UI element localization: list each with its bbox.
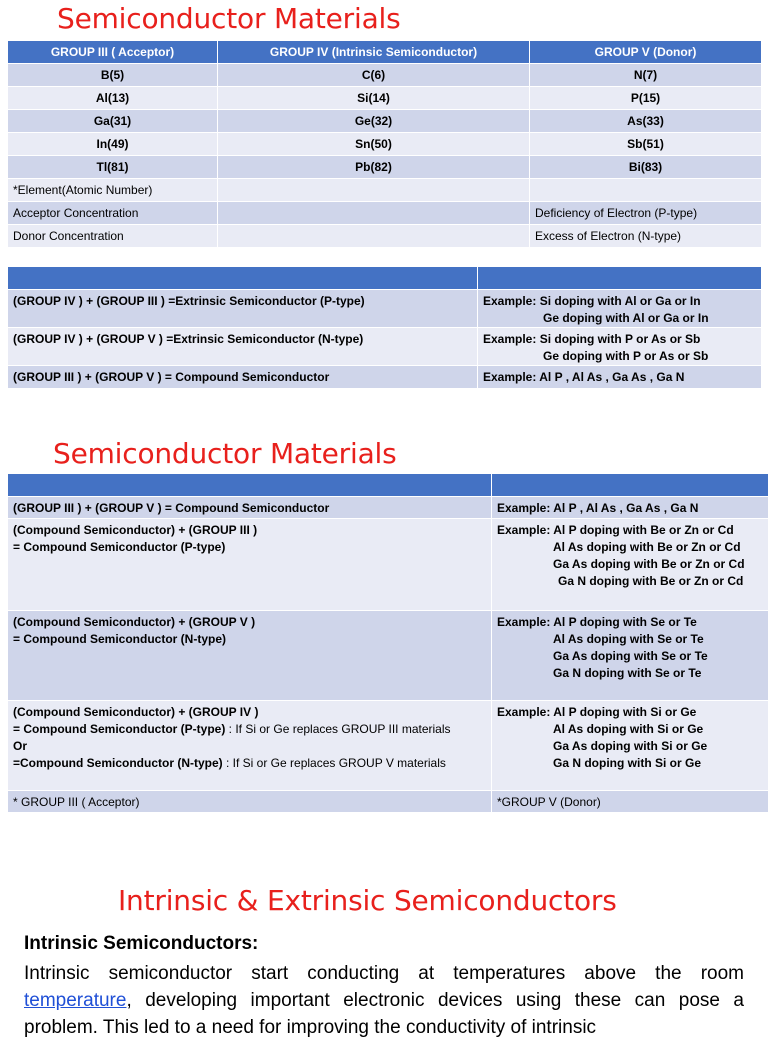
table-header-row — [8, 267, 762, 290]
table-cell: Sn(50) — [218, 133, 530, 156]
table-cell — [8, 611, 492, 701]
table-row — [8, 791, 768, 813]
table-row — [8, 328, 762, 366]
table-cell: (GROUP III ) + (GROUP V ) = Compound Semiconductor — [8, 366, 478, 389]
table-cell: Bi(83) — [530, 156, 762, 179]
table-cell-empty — [218, 179, 530, 202]
formula-line: = Compound Semiconductor (N-type) — [13, 631, 486, 648]
table-row — [8, 225, 762, 248]
page-title-3: Intrinsic & Extrinsic Semiconductors — [118, 884, 617, 917]
header-group-iv: GROUP IV (Intrinsic Semiconductor) — [218, 41, 530, 64]
table-header-cell — [8, 474, 492, 497]
table-cell — [8, 701, 492, 791]
example-line: Al As doping with Be or Zn or Cd — [497, 539, 763, 556]
table-row — [8, 110, 762, 133]
table-cell: Pb(82) — [218, 156, 530, 179]
temperature-link[interactable]: temperature — [24, 990, 126, 1011]
section-heading: Intrinsic Semiconductors: — [24, 933, 258, 955]
table-row — [8, 64, 762, 87]
table-cell: (GROUP III ) + (GROUP V ) = Compound Semiconductor — [8, 497, 492, 519]
table-header-row — [8, 474, 768, 497]
footer-right: *GROUP V (Donor) — [492, 791, 768, 813]
table-cell: Tl(81) — [8, 156, 218, 179]
table-row — [8, 519, 768, 611]
formula-bold: = Compound Semiconductor (P-type) — [13, 722, 225, 736]
formula-line: (Compound Semiconductor) + (GROUP IV ) — [13, 704, 486, 721]
formula-line: (Compound Semiconductor) + (GROUP III ) — [13, 522, 486, 539]
page-title-2: Semiconductor Materials — [53, 437, 397, 470]
table-row — [8, 133, 762, 156]
formula-line — [13, 755, 486, 772]
example-line: Ga N doping with Be or Zn or Cd — [497, 573, 763, 590]
formula-line: (Compound Semiconductor) + (GROUP V ) — [13, 614, 486, 631]
example-line: Ge doping with Al or Ga or In — [483, 310, 756, 327]
table-header-cell — [8, 267, 478, 290]
table-cell: B(5) — [8, 64, 218, 87]
donor-label: Donor Concentration — [8, 225, 218, 248]
table-cell: Example: Al P , Al As , Ga As , Ga N — [492, 497, 768, 519]
table-cell — [8, 519, 492, 611]
paragraph-text: , developing important electronic devices using these can pose a problem. This led to a need for improving the conductivity of intrinsic — [24, 990, 744, 1038]
table-row — [8, 366, 762, 389]
table-cell: Sb(51) — [530, 133, 762, 156]
paragraph-text: Intrinsic semiconductor start conducting at temperatures above the room — [24, 963, 744, 984]
example-line: Ga As doping with Be or Zn or Cd — [497, 556, 763, 573]
example-line: Example: Si doping with P or As or Sb — [483, 331, 756, 348]
table-cell: Si(14) — [218, 87, 530, 110]
table-cell: Ge(32) — [218, 110, 530, 133]
example-line: Example: Al P doping with Be or Zn or Cd — [497, 522, 763, 539]
table-header-row — [8, 41, 762, 64]
table-cell — [492, 519, 768, 611]
table-cell: In(49) — [8, 133, 218, 156]
table-cell-empty — [218, 202, 530, 225]
extrinsic-table — [7, 266, 762, 389]
table-row — [8, 156, 762, 179]
example-line: Example: Al P doping with Se or Te — [497, 614, 763, 631]
example-line: Al As doping with Se or Te — [497, 631, 763, 648]
table-cell: (GROUP IV ) + (GROUP V ) =Extrinsic Semiconductor (N-type) — [8, 328, 478, 366]
footer-left: * GROUP III ( Acceptor) — [8, 791, 492, 813]
table-cell: Ga(31) — [8, 110, 218, 133]
formula-line: = Compound Semiconductor (P-type) — [13, 539, 486, 556]
periodic-groups-table — [7, 40, 762, 248]
table-header-cell — [492, 474, 768, 497]
table-cell — [492, 701, 768, 791]
formula-line: Or — [13, 738, 486, 755]
table-row — [8, 87, 762, 110]
example-line: Ga As doping with Se or Te — [497, 648, 763, 665]
table-row — [8, 611, 768, 701]
table-cell-empty — [530, 179, 762, 202]
page-title-1: Semiconductor Materials — [57, 2, 401, 35]
table-row — [8, 701, 768, 791]
example-line: Example: Al P doping with Si or Ge — [497, 704, 763, 721]
header-group-iii: GROUP III ( Acceptor) — [8, 41, 218, 64]
formula-line — [13, 721, 486, 738]
table-row — [8, 202, 762, 225]
example-line: Ga N doping with Si or Ge — [497, 755, 763, 772]
table-cell: Example: Al P , Al As , Ga As , Ga N — [478, 366, 762, 389]
example-line: Ga As doping with Si or Ge — [497, 738, 763, 755]
formula-note: : If Si or Ge replaces GROUP III materials — [225, 722, 450, 736]
formula-bold: =Compound Semiconductor (N-type) — [13, 756, 223, 770]
table-cell: Al(13) — [8, 87, 218, 110]
acceptor-value: Deficiency of Electron (P-type) — [530, 202, 762, 225]
section-paragraph — [24, 960, 744, 1041]
compound-table — [7, 473, 768, 813]
acceptor-label: Acceptor Concentration — [8, 202, 218, 225]
table-cell: As(33) — [530, 110, 762, 133]
element-note: *Element(Atomic Number) — [8, 179, 218, 202]
table-cell: N(7) — [530, 64, 762, 87]
formula-note: : If Si or Ge replaces GROUP V materials — [223, 756, 446, 770]
example-line: Al As doping with Si or Ge — [497, 721, 763, 738]
table-row — [8, 179, 762, 202]
example-line: Ge doping with P or As or Sb — [483, 348, 756, 365]
table-cell-empty — [218, 225, 530, 248]
header-group-v: GROUP V (Donor) — [530, 41, 762, 64]
table-row — [8, 497, 768, 519]
table-header-cell — [478, 267, 762, 290]
table-cell: P(15) — [530, 87, 762, 110]
table-row — [8, 290, 762, 328]
table-cell — [478, 328, 762, 366]
table-cell — [492, 611, 768, 701]
donor-value: Excess of Electron (N-type) — [530, 225, 762, 248]
table-cell — [478, 290, 762, 328]
table-cell: C(6) — [218, 64, 530, 87]
table-cell: (GROUP IV ) + (GROUP III ) =Extrinsic Semiconductor (P-type) — [8, 290, 478, 328]
example-line: Ga N doping with Se or Te — [497, 665, 763, 682]
example-line: Example: Si doping with Al or Ga or In — [483, 293, 756, 310]
